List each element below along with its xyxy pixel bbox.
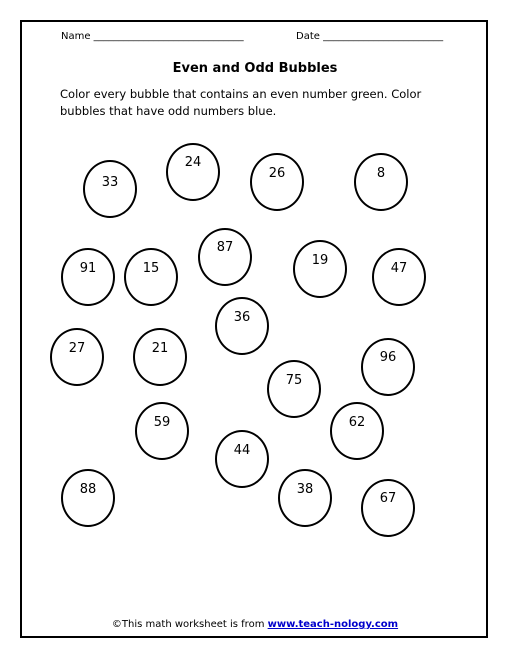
- bubble-number: 19: [311, 253, 329, 268]
- bubble: [133, 328, 187, 386]
- bubble-number: 91: [79, 261, 97, 276]
- bubble-number: 8: [376, 166, 386, 181]
- bubble-number: 38: [296, 482, 314, 497]
- bubble-number: 47: [390, 261, 408, 276]
- bubble: [372, 248, 426, 306]
- bubble-number: 27: [68, 341, 86, 356]
- bubble-number: 67: [379, 491, 397, 506]
- bubble-number: 59: [153, 415, 171, 430]
- footer-copyright: ©This math worksheet is from: [111, 619, 268, 630]
- bubble-number: 62: [348, 415, 366, 430]
- bubble: [215, 430, 269, 488]
- bubble-number: 87: [216, 240, 234, 255]
- bubble: [135, 402, 189, 460]
- bubble-number: 75: [285, 373, 303, 388]
- bubble-number: 33: [101, 175, 119, 190]
- bubble-number: 36: [233, 310, 251, 325]
- bubble: [50, 328, 104, 386]
- footer: [0, 619, 510, 630]
- bubble-number: 96: [379, 350, 397, 365]
- bubble: [124, 248, 178, 306]
- bubble: [361, 479, 415, 537]
- bubble: [198, 228, 252, 286]
- instructions-text: Color every bubble that contains an even number green. Color bubbles that have odd numbers blue.: [60, 87, 422, 118]
- bubble: [61, 248, 115, 306]
- bubble: [361, 338, 415, 396]
- bubble: [250, 153, 304, 211]
- bubble-number: 15: [142, 261, 160, 276]
- date-line: Date ________________________: [296, 31, 444, 42]
- bubble: [83, 160, 137, 218]
- bubble: [166, 143, 220, 201]
- bubble: [293, 240, 347, 298]
- bubble-number: 88: [79, 482, 97, 497]
- bubble: [278, 469, 332, 527]
- bubble: [215, 297, 269, 355]
- bubble-number: 26: [268, 166, 286, 181]
- name-line: Name ______________________________: [61, 31, 244, 42]
- bubble: [354, 153, 408, 211]
- worksheet-title: Even and Odd Bubbles: [172, 61, 338, 76]
- bubble: [61, 469, 115, 527]
- bubble-number: 44: [233, 443, 251, 458]
- teach-nology-link[interactable]: www.teach-nology.com: [267, 619, 399, 630]
- bubble-number: 24: [184, 155, 202, 170]
- bubble: [267, 360, 321, 418]
- bubble: [330, 402, 384, 460]
- bubble-number: 21: [151, 341, 169, 356]
